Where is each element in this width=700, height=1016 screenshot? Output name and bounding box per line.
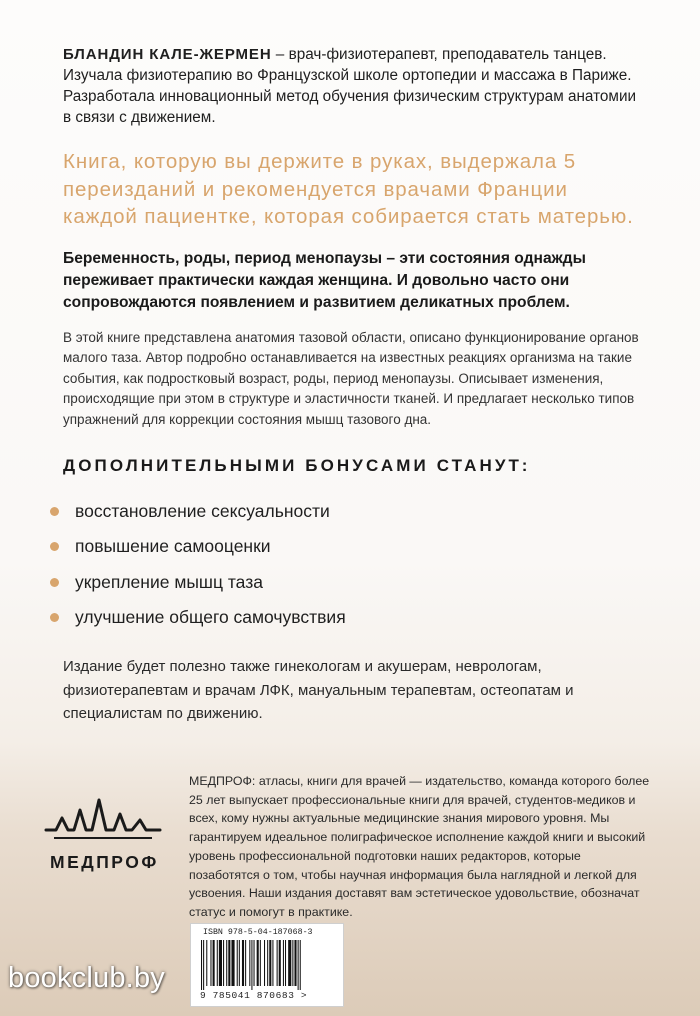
list-item [63, 600, 643, 636]
barcode-bar [277, 940, 278, 986]
barcode-bar [245, 940, 246, 986]
author-bio-text: – врач-физиотерапевт, преподаватель танцев. Изучала физиотерапию во Французской школе ортопедии и массажа в Париже. Разработала инновационный метод обучения физическим структурам анатомии в связи с движением. [63, 46, 637, 126]
barcode-bar [251, 940, 252, 990]
barcode-bar [254, 940, 255, 986]
list-item [63, 529, 643, 565]
bonus-list [63, 493, 643, 635]
barcode-bar [264, 940, 265, 986]
barcode-bar [226, 940, 227, 986]
barcode-bar [201, 940, 202, 990]
barcode-bar [285, 940, 286, 986]
barcode-bar [249, 940, 250, 986]
bullet-dot-icon [50, 613, 59, 622]
barcode-bar [260, 940, 261, 986]
bonus-heading: ДОПОЛНИТЕЛЬНЫМИ БОНУСАМИ СТАНУТ: [63, 456, 531, 476]
barcode-bar [269, 940, 271, 986]
audience-note: Издание будет полезно также гинекологам и акушерам, неврологам, физиотерапевтам и врачам ЛФК, мануальным терапевтам, остеопатам и специалистам по движению. [63, 658, 574, 723]
bullet-dot-icon [50, 507, 59, 516]
barcode-bar [279, 940, 281, 986]
publisher-logo [44, 796, 169, 873]
lead-paragraph: Беременность, роды, период менопаузы – эти состояния однажды переживает практически каждая женщина. И довольно часто они сопровождаются появлением и развитием деликатных проблем. [63, 249, 586, 311]
description-paragraph: В этой книге представлена анатомия тазовой области, описано функционирование органов малого таза. Автор подробно останавливается на известных реакциях организма на такие события, как подростковый возраст, роды, период менопаузы. Описывает изменения, происходящие при этом в структуре и эластичности тканей. И предлагает несколько типов упражнений для коррекции состояния мышц тазового дна. [63, 329, 639, 427]
medprof-skyline-icon [44, 796, 162, 846]
barcode-bar [283, 940, 284, 986]
barcode-bar [219, 940, 222, 986]
barcode-bar [213, 940, 215, 986]
author-bio [63, 44, 643, 128]
bonus-item-label: укрепление мышц таза [75, 571, 263, 592]
publisher-description: МЕДПРОФ: атласы, книги для врачей — издательство, команда которого более 25 лет выпускает профессиональные книги для врачей, студентов-медиков и всех, кому нужны актуальные медицинские знания мирового уровня. Мы гарантируем идеальное полиграфическое исполнение каждой книги и высокий уровень профессиональной подготовки наших редакторов, которые позаботятся о том, чтобы научная информация была наглядной и легкой для усвоения. Наши издания доставят вам эстетическое удовольствие, обозначат статус и помогут в практике. [189, 774, 650, 919]
barcode-bar [242, 940, 244, 986]
barcode-bar [223, 940, 224, 986]
barcode-bar [210, 940, 211, 986]
bonus-item-label: повышение самооценки [75, 536, 271, 557]
barcode-bar [292, 940, 293, 986]
barcode-bar [272, 940, 273, 986]
isbn-number: ISBN 978-5-04-187068-3 [203, 928, 313, 937]
list-item [63, 564, 643, 600]
barcode-bar [203, 940, 204, 990]
bullet-dot-icon [50, 542, 59, 551]
barcode-bar [257, 940, 259, 986]
cover-text-column [63, 44, 643, 726]
bonus-item-label: восстановление сексуальности [75, 500, 330, 521]
barcode-bar [267, 940, 268, 986]
bonus-item-label: улучшение общего самочувствия [75, 607, 346, 628]
barcode-bar [300, 940, 301, 990]
barcode-bar [206, 940, 207, 986]
publisher-logo-text: МЕДПРОФ [50, 852, 159, 872]
barcode-bar [294, 940, 296, 986]
barcode-bar [231, 940, 234, 986]
isbn-barcode [190, 923, 344, 1007]
site-watermark: bookclub.by [8, 962, 165, 994]
barcode-bar [228, 940, 230, 986]
barcode-bars [199, 940, 335, 990]
list-item [63, 493, 643, 529]
barcode-bar [298, 940, 299, 990]
barcode-bar [237, 940, 238, 986]
book-highlight: Книга, которую вы держите в руках, выдержала 5 переизданий и рекомендуется врачами Франции каждой пациентке, которая собирается стать матерью. [63, 150, 634, 228]
barcode-digits: 9 785041 870683 > [200, 990, 308, 1001]
barcode-bar [239, 940, 240, 986]
barcode-bar [288, 940, 291, 986]
bullet-dot-icon [50, 578, 59, 587]
barcode-bar [217, 940, 218, 986]
author-name: БЛАНДИН КАЛЕ-ЖЕРМЕН [63, 46, 272, 63]
